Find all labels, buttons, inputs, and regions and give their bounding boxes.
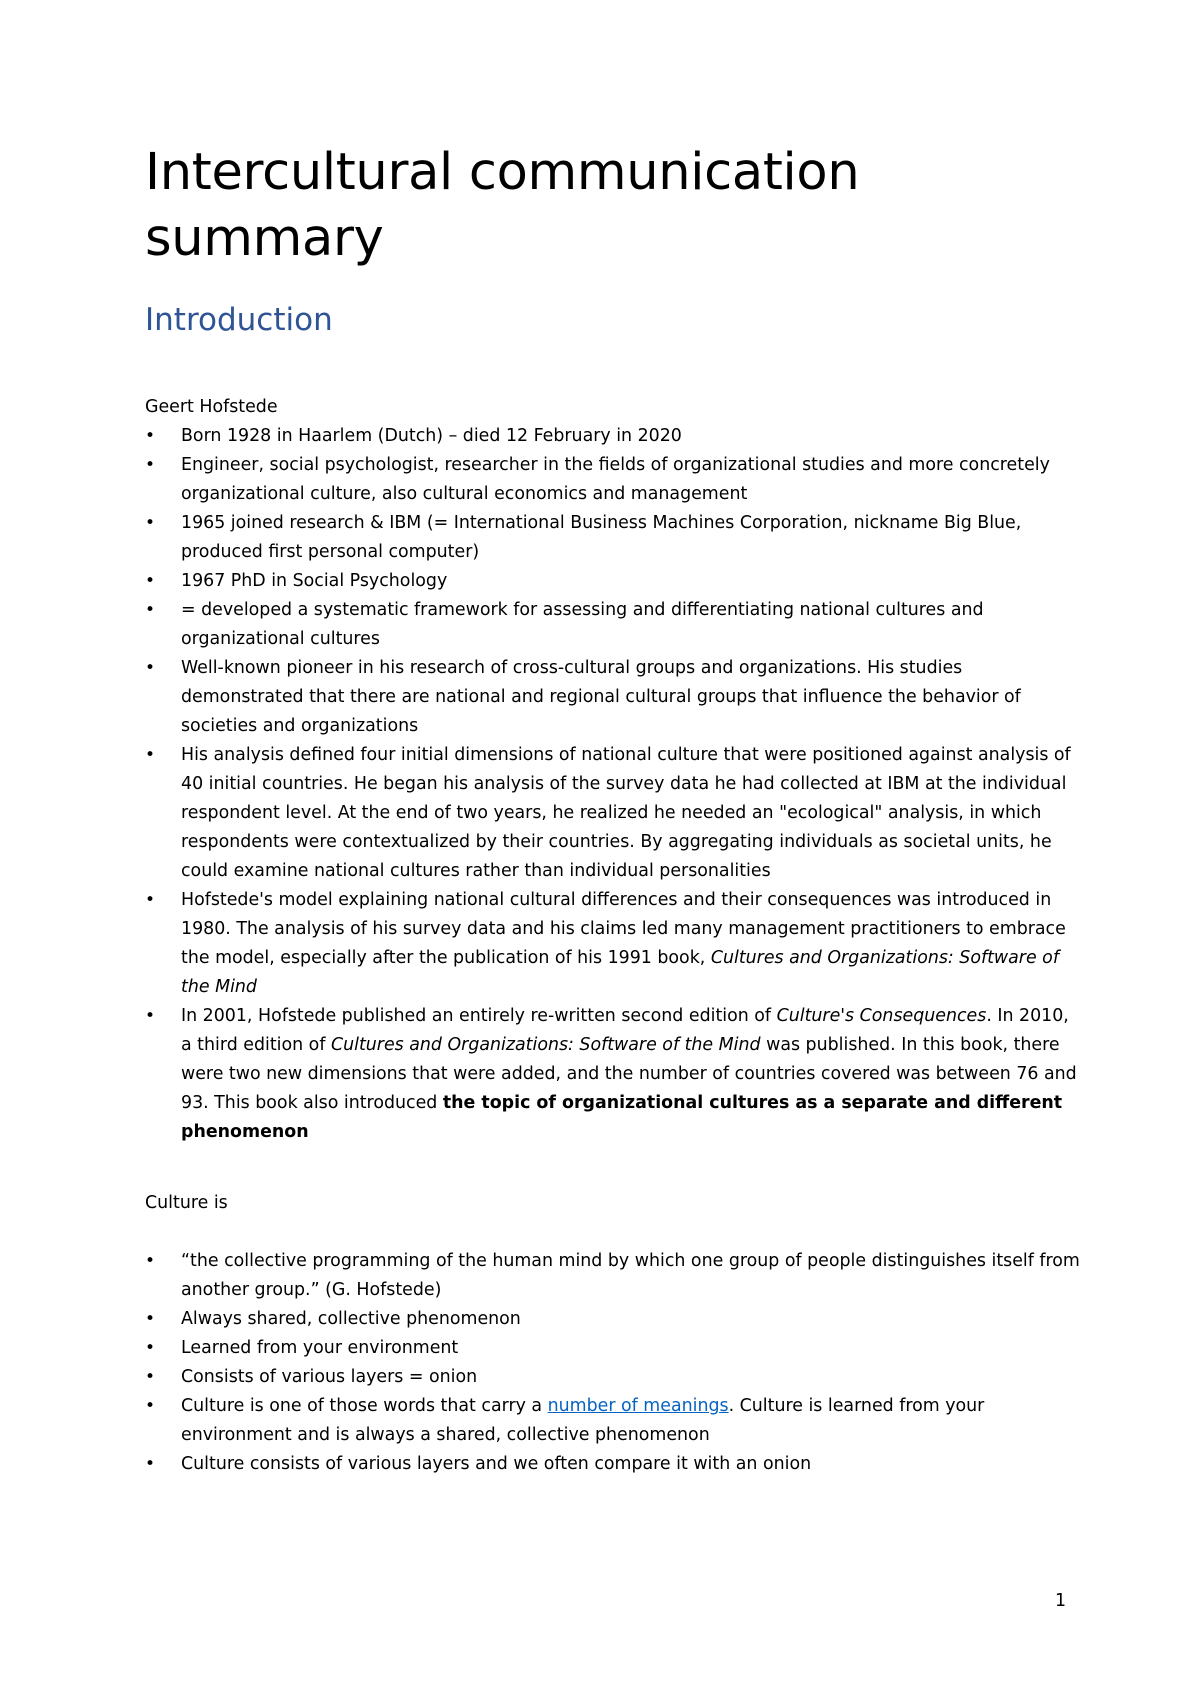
list-item: • Hofstede's model explaining national cultural differences and their consequences was introduced in 1980. The analysis of his survey data and his claims led many management practitioners to embrace the model, especially after the publication of his 1991 book, Cultures and Organizations: Software of the Mind (145, 886, 1085, 1002)
bullet-icon: • (145, 571, 156, 591)
bullet-icon: • (145, 658, 156, 678)
list-item: • Engineer, social psychologist, researcher in the fields of organizational studies and more concretely organizational culture, also cultural economics and management (145, 451, 1085, 509)
list-item: • Learned from your environment (145, 1334, 1085, 1363)
list-item: • Well-known pioneer in his research of cross-cultural groups and organizations. His studies demonstrated that there are national and regional cultural groups that influence the behavior of societies and organizations (145, 654, 1085, 741)
bullet-icon: • (145, 600, 156, 620)
list-item: • In 2001, Hofstede published an entirely re-written second edition of Culture's Consequences. In 2010, a third edition of Cultures and Organizations: Software of the Mind was published. In this book, there were two new dimensions that were added, and the number of countries covered was between 76 and 93. This book also introduced the topic of organizational cultures as a separate and different phenomenon (145, 1002, 1085, 1147)
list-item: • 1965 joined research & IBM (= International Business Machines Corporation, nickname Big Blue, produced first personal computer) (145, 509, 1085, 567)
list-item: • “the collective programming of the human mind by which one group of people distinguishes itself from another group.” (G. Hofstede) (145, 1247, 1085, 1305)
bullet-icon: • (145, 1454, 156, 1474)
bullet-icon: • (145, 1338, 156, 1358)
bullet-icon: • (145, 1006, 156, 1026)
list-item: • Consists of various layers = onion (145, 1363, 1085, 1392)
list-item: • = developed a systematic framework for assessing and differentiating national cultures and organizational cultures (145, 596, 1085, 654)
number-of-meanings-link[interactable]: number of meanings (547, 1396, 729, 1416)
subheading-geert-hofstede: Geert Hofstede (145, 397, 278, 417)
document-title: Intercultural communication summary (145, 143, 860, 268)
bullet-icon: • (145, 890, 156, 910)
bullet-icon: • (145, 745, 156, 765)
book-title: Cultures and Organizations: Software of the Mind (181, 948, 1059, 997)
page-number: 1 (1055, 1591, 1067, 1611)
bullet-icon: • (145, 1396, 156, 1416)
bullet-icon: • (145, 1251, 156, 1271)
list-item: • 1967 PhD in Social Psychology (145, 567, 1085, 596)
bullet-icon: • (145, 1367, 156, 1387)
bullet-icon: • (145, 455, 156, 475)
hofstede-bullet-list (145, 422, 1085, 1147)
bullet-icon: • (145, 1309, 156, 1329)
list-item: • Culture is one of those words that carry a number of meanings. Culture is learned from your environment and is always a shared, collective phenomenon (145, 1392, 1085, 1450)
list-item: • His analysis defined four initial dimensions of national culture that were positioned against analysis of 40 initial countries. He began his analysis of the survey data he had collected at IBM at the individual respondent level. At the end of two years, he realized he needed an "ecological" analysis, in which respondents were contextualized by their countries. By aggregating individuals as societal units, he could examine national cultures rather than individual personalities (145, 741, 1085, 886)
section-heading-introduction: Introduction (145, 302, 333, 338)
subheading-culture-is: Culture is (145, 1193, 228, 1213)
list-item: • Culture consists of various layers and we often compare it with an onion (145, 1450, 1085, 1479)
culture-bullet-list (145, 1247, 1085, 1479)
book-title: Cultures and Organizations: Software of the Mind (330, 1035, 761, 1055)
bullet-icon: • (145, 426, 156, 446)
list-item: • Born 1928 in Haarlem (Dutch) – died 12 February in 2020 (145, 422, 1085, 451)
bullet-icon: • (145, 513, 156, 533)
list-item: • Always shared, collective phenomenon (145, 1305, 1085, 1334)
emphasis-text: the topic of organizational cultures as a separate and different phenomenon (181, 1093, 1063, 1142)
book-title: Culture's Consequences (776, 1006, 987, 1026)
